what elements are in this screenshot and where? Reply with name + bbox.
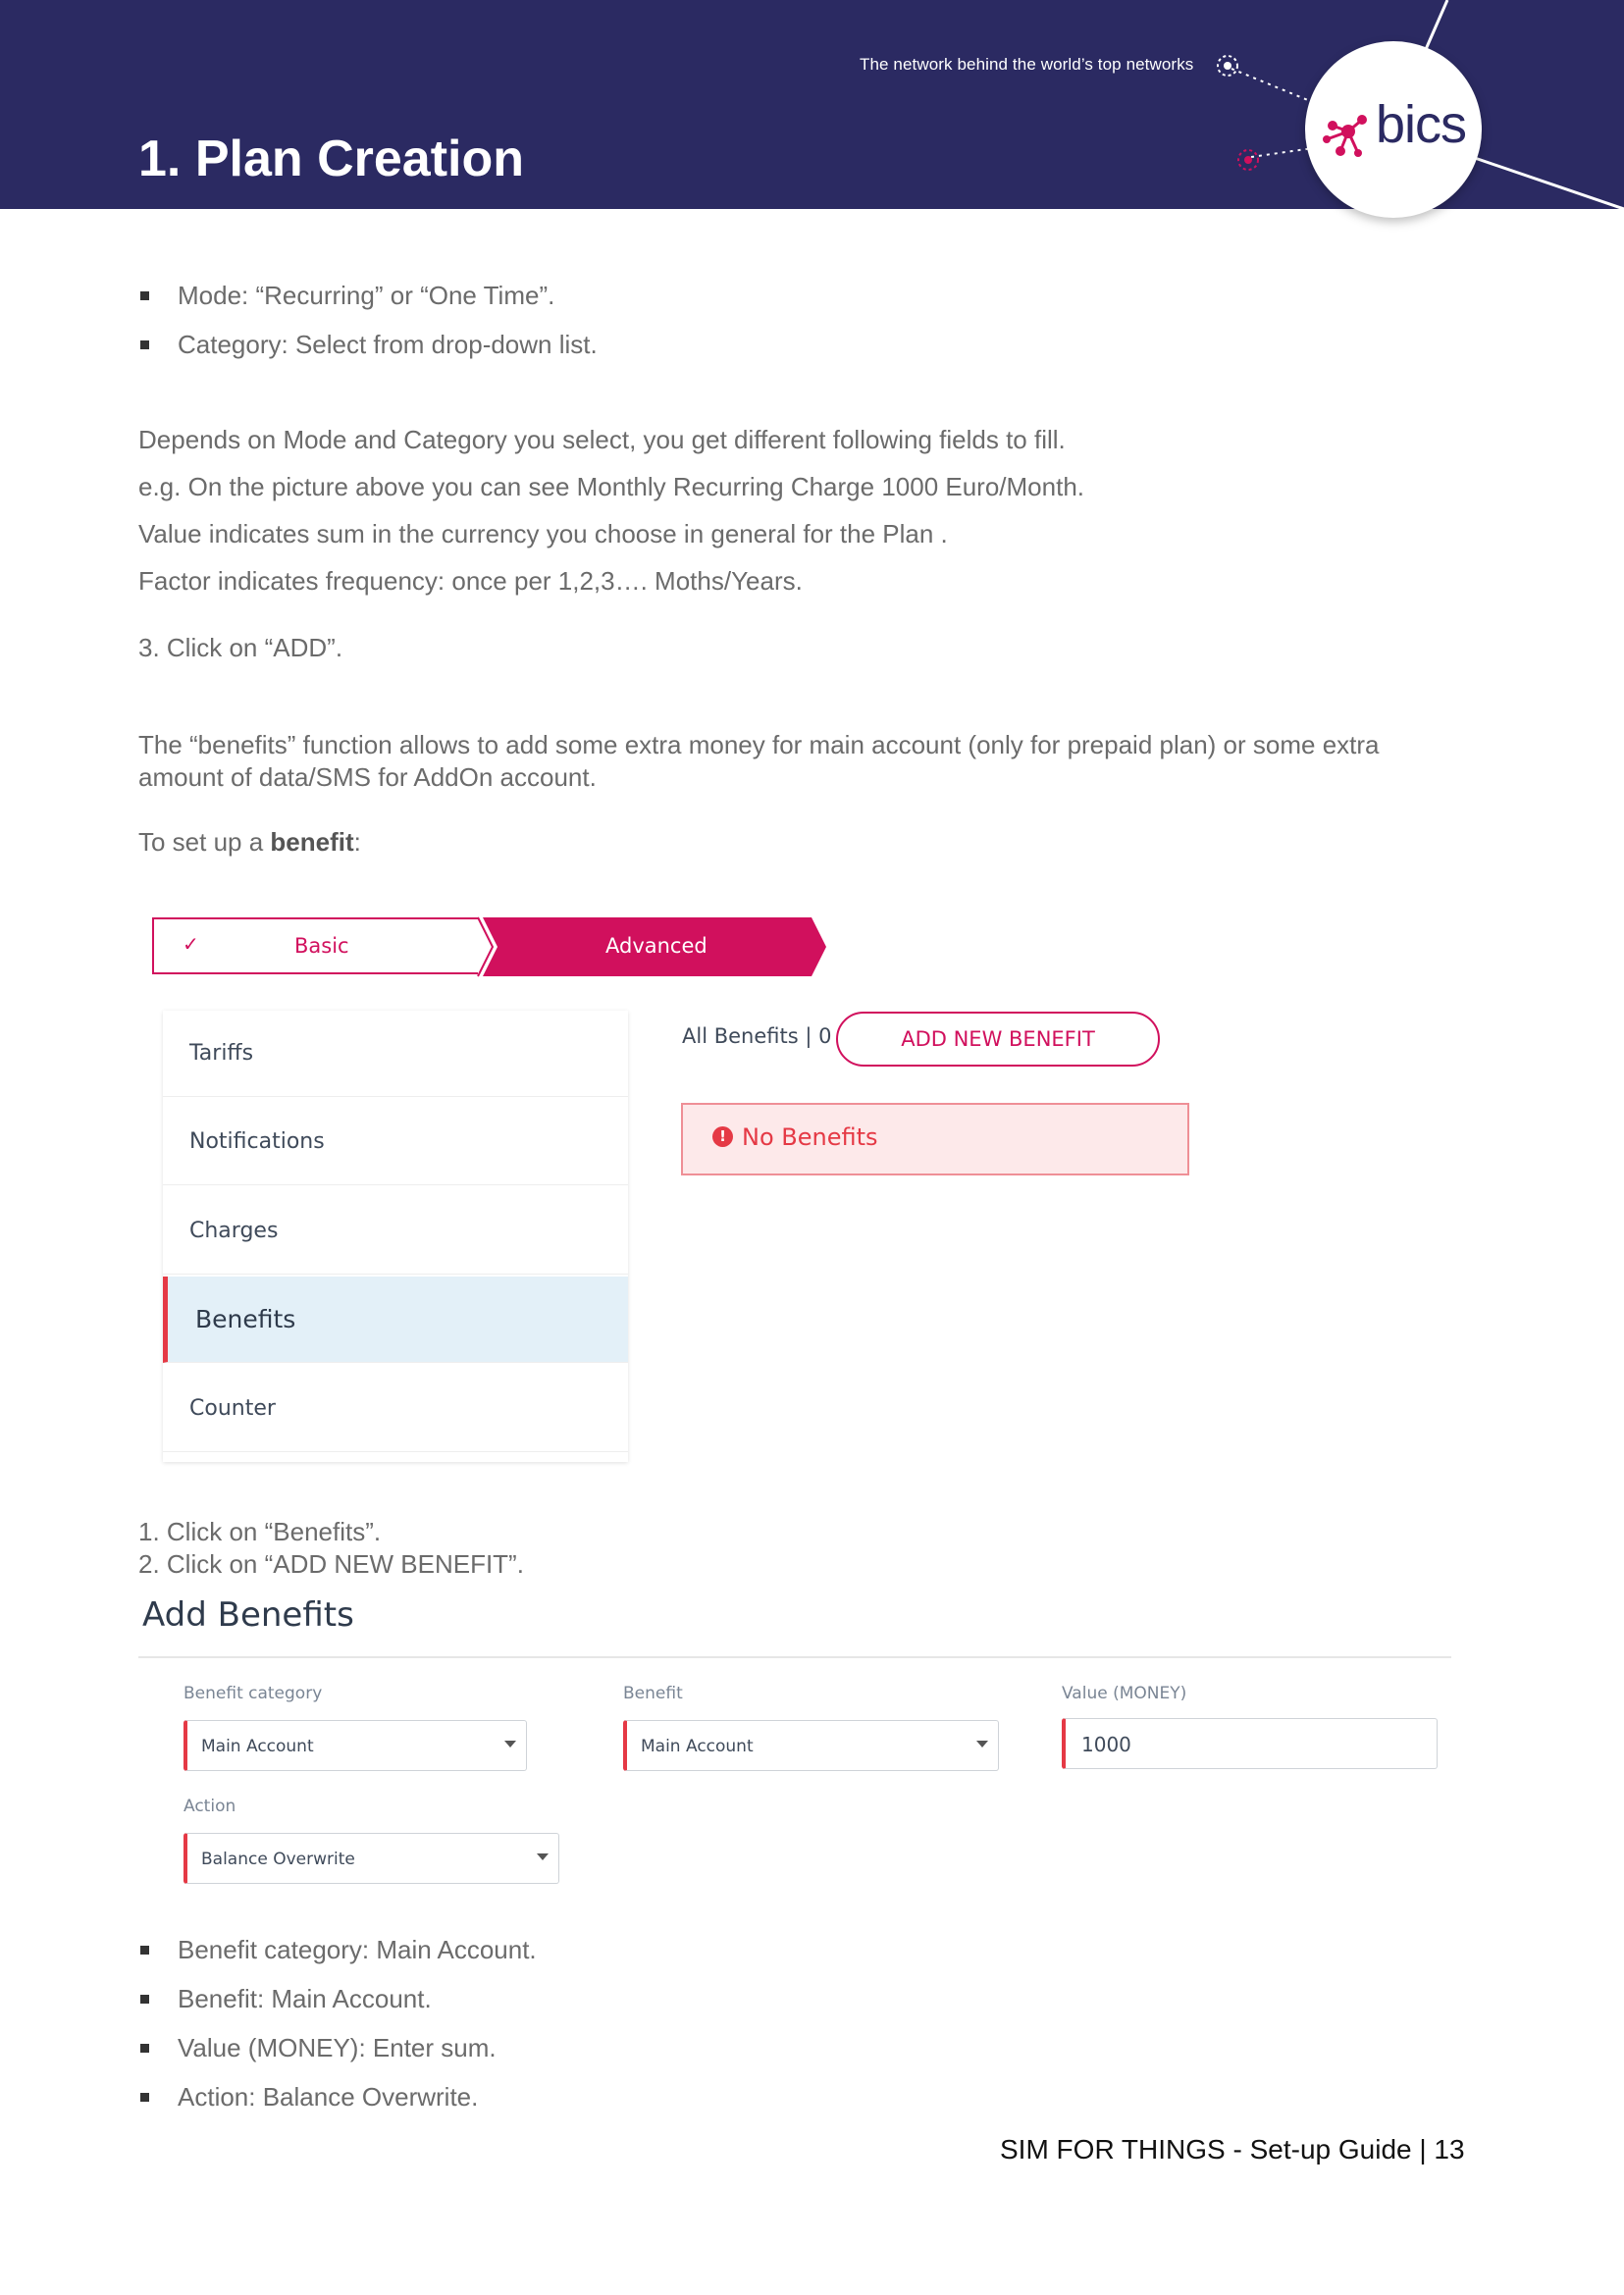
step-basic-label: Basic	[294, 934, 349, 958]
input-value: 1000	[1081, 1733, 1131, 1756]
sidebar-item-notifications[interactable]	[163, 1099, 628, 1185]
list-item: Action: Balance Overwrite.	[138, 2072, 537, 2121]
text-line: e.g. On the picture above you can see Monthly Recurring Charge 1000 Euro/Month.	[138, 472, 1085, 501]
text-line: The “benefits” function allows to add some extra money for main account (only for prepaid plan) or some extra	[138, 730, 1380, 759]
plan-sidebar	[163, 1011, 628, 1462]
benefit-label: Benefit	[623, 1684, 683, 1703]
caret-down-icon	[537, 1853, 549, 1860]
paragraph-fields	[138, 416, 1084, 604]
form-field-list	[138, 1925, 537, 2121]
list-item: Value (MONEY): Enter sum.	[138, 2023, 537, 2072]
text-line: 2. Click on “ADD NEW BENEFIT”.	[138, 1549, 524, 1579]
sidebar-item-label: Charges	[189, 1219, 279, 1243]
caret-down-icon	[504, 1741, 516, 1747]
mode-category-list	[138, 271, 598, 369]
add-benefits-title: Add Benefits	[142, 1595, 354, 1635]
benefit-select[interactable]	[623, 1720, 999, 1771]
select-value: Balance Overwrite	[201, 1850, 355, 1869]
text-line: 1. Click on “Benefits”.	[138, 1517, 382, 1546]
no-benefits-message: No Benefits	[742, 1123, 878, 1151]
all-benefits-count: All Benefits | 0	[682, 1024, 832, 1048]
setup-suffix: :	[353, 827, 361, 857]
benefits-intro	[138, 729, 1380, 794]
benefit-steps	[138, 1516, 524, 1581]
check-icon: ✓	[183, 934, 199, 956]
sidebar-item-counter[interactable]	[163, 1366, 628, 1452]
select-value: Main Account	[641, 1737, 754, 1756]
caret-down-icon	[976, 1741, 988, 1747]
sidebar-item-tariffs[interactable]	[163, 1011, 628, 1097]
setup-bold: benefit	[270, 827, 354, 857]
list-item: Benefit: Main Account.	[138, 1974, 537, 2023]
text-line: Depends on Mode and Category you select, you get different following fields to fill.	[138, 425, 1066, 454]
value-money-input[interactable]	[1062, 1718, 1438, 1769]
sidebar-item-label: Benefits	[195, 1305, 296, 1333]
sidebar-item-benefits[interactable]	[163, 1277, 628, 1363]
page-title: 1. Plan Creation	[138, 130, 524, 187]
list-item: Mode: “Recurring” or “One Time”.	[138, 271, 598, 320]
select-value: Main Account	[201, 1737, 314, 1756]
benefit-category-select[interactable]	[183, 1720, 527, 1771]
divider	[138, 1656, 1451, 1658]
list-item: Benefit category: Main Account.	[138, 1925, 537, 1974]
text-line: amount of data/SMS for AddOn account.	[138, 762, 597, 792]
sidebar-item-label: Counter	[189, 1396, 276, 1421]
step-add: 3. Click on “ADD”.	[138, 633, 343, 662]
setup-benefit-line	[138, 818, 361, 865]
action-label: Action	[183, 1797, 236, 1816]
text-line: Factor indicates frequency: once per 1,2,3…. Moths/Years.	[138, 566, 803, 596]
value-money-label: Value (MONEY)	[1062, 1684, 1187, 1703]
list-item: Category: Select from drop-down list.	[138, 320, 598, 369]
sidebar-item-label: Tariffs	[189, 1041, 254, 1066]
bics-logo-icon	[1319, 102, 1378, 171]
setup-prefix: To set up a	[138, 827, 271, 857]
sidebar-item-charges[interactable]	[163, 1188, 628, 1275]
logo-wordmark: bics	[1376, 95, 1467, 154]
text-line: Value indicates sum in the currency you choose in general for the Plan .	[138, 519, 948, 548]
action-select[interactable]	[183, 1833, 559, 1884]
add-new-benefit-button[interactable]: ADD NEW BENEFIT	[836, 1012, 1160, 1067]
benefit-category-label: Benefit category	[183, 1684, 323, 1703]
sidebar-item-label: Notifications	[189, 1129, 325, 1154]
exclamation-circle-icon: !	[712, 1126, 733, 1147]
page-footer: SIM FOR THINGS - Set-up Guide | 13	[1000, 2134, 1465, 2165]
step-advanced-tab[interactable]: Advanced	[605, 934, 707, 958]
brand-tagline: The network behind the world’s top networks	[860, 55, 1194, 74]
